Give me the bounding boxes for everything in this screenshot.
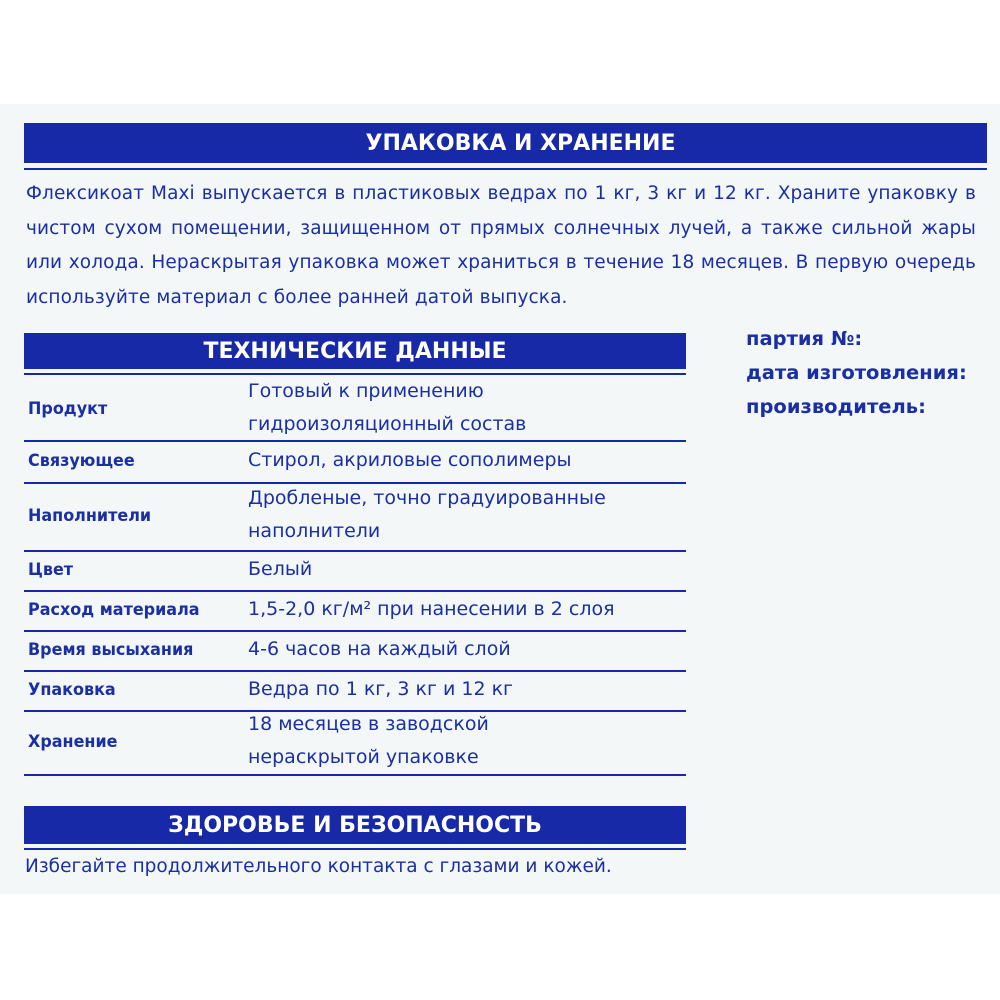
row-value: наполнители [248, 520, 381, 542]
table-row [24, 632, 686, 670]
batch-number-label: партия №: [746, 327, 863, 350]
row-label: Связующее [28, 451, 135, 471]
health-title: ЗДОРОВЬЕ И БЕЗОПАСНОСТЬ [168, 812, 542, 838]
row-label: Время высыхания [28, 640, 194, 660]
row-value: Белый [248, 557, 313, 580]
health-text: Избегайте продолжительного контакта с глазами и кожей. [25, 856, 612, 877]
table-row [24, 442, 686, 482]
packaging-title: УПАКОВКА И ХРАНЕНИЕ [365, 130, 676, 156]
row-value: 18 месяцев в заводской [248, 713, 489, 735]
row-label: Продукт [28, 399, 108, 419]
table-row [24, 484, 686, 550]
row-label: Цвет [28, 560, 74, 580]
row-divider [24, 774, 686, 776]
table-row [24, 712, 686, 774]
production-date-label: дата изготовления: [746, 361, 967, 384]
packaging-underline [24, 168, 987, 170]
technical-section-header [24, 333, 686, 369]
technical-title: ТЕХНИЧЕСКИЕ ДАННЫЕ [203, 338, 507, 364]
row-label: Расход материала [28, 600, 200, 620]
packaging-section-header [24, 123, 987, 163]
row-label: Хранение [28, 732, 118, 752]
row-value: Ведра по 1 кг, 3 кг и 12 кг [248, 677, 514, 700]
row-value: гидроизоляционный состав [248, 413, 527, 435]
health-underline [24, 848, 686, 850]
row-value: Стирол, акриловые сополимеры [248, 448, 572, 471]
row-label: Наполнители [28, 506, 152, 526]
row-value: нераскрытой упаковке [248, 746, 479, 768]
row-value: Дробленые, точно градуированные [248, 487, 606, 509]
table-row [24, 380, 686, 440]
packaging-text: Флексикоат Maxi выпускается в пластиковых ведрах по 1 кг, 3 кг и 12 кг. Храните упаковку в чистом сухом помещении, защищенном от прямых солнечных лучей, а также сильной жары или холода. Нераскрытая упаковка может храниться в течение 18 месяцев. В первую очередь используйте материал с более ранней датой выпуска. [26, 183, 976, 308]
table-row [24, 672, 686, 710]
row-label: Упаковка [28, 680, 116, 700]
health-section-header [24, 806, 686, 844]
manufacturer-label: производитель: [746, 395, 926, 418]
table-row [24, 592, 686, 630]
table-row [24, 552, 686, 590]
row-value: 4-6 часов на каждый слой [248, 637, 511, 660]
row-value: 1,5-2,0 кг/м² при нанесении в 2 слоя [248, 597, 615, 620]
row-value: Готовый к применению [248, 380, 484, 402]
